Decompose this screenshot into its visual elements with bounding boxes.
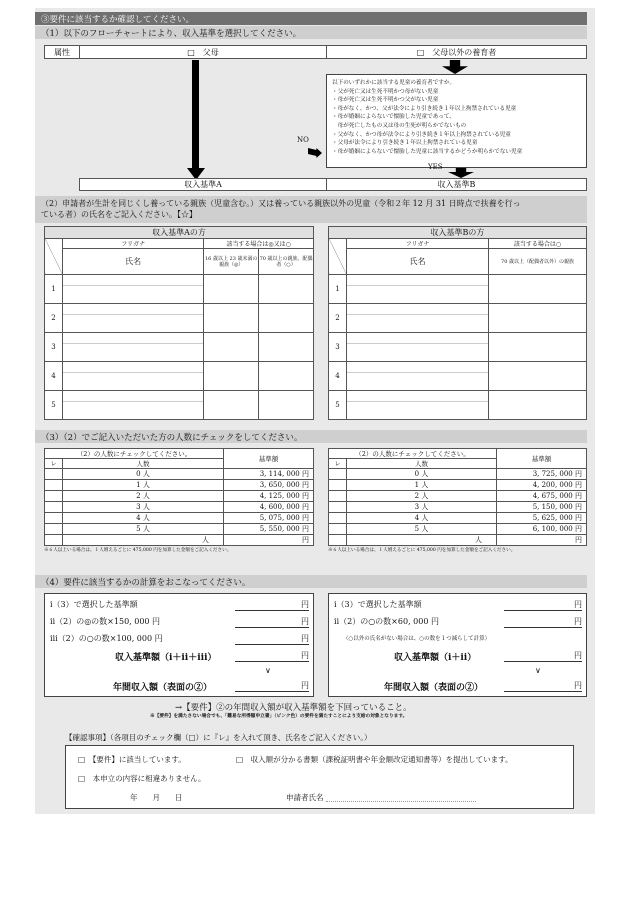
check-cell[interactable] <box>329 513 347 524</box>
calc-line: ⅱ（2）の◎の数×150, 000 円 <box>50 617 161 626</box>
criterion-a: 収入基準A <box>79 178 327 191</box>
check-cell[interactable] <box>489 362 587 391</box>
conditions-box <box>326 74 587 168</box>
confirm-box <box>65 745 574 809</box>
check-cell[interactable] <box>489 333 587 362</box>
comparison-sign: ∨ <box>535 666 541 675</box>
amount-input[interactable]: 円 <box>504 616 582 628</box>
people-cell: 1 人 <box>347 480 497 491</box>
check-cell[interactable] <box>259 275 314 304</box>
applicable-header: 該当する場合は○ <box>489 239 587 249</box>
check-cell[interactable] <box>45 535 63 546</box>
row-number: 3 <box>45 333 63 362</box>
check-cell[interactable] <box>204 304 259 333</box>
amount-cell: 4, 125, 000 円 <box>224 491 314 502</box>
check-cell[interactable] <box>45 469 63 480</box>
col-header: 70 歳以上（配偶者以外）の親族 <box>489 249 587 275</box>
q4-title: （4）要件に該当するかの計算をおこなってください。 <box>35 575 587 588</box>
diagonal-cell <box>329 239 347 275</box>
calc-line: ⅰ（3）で選択した基準額 <box>334 600 422 609</box>
name-header: 氏名 <box>347 249 489 275</box>
people-cell: 0 人 <box>63 469 224 480</box>
amount-input[interactable]: 円 <box>235 633 309 645</box>
amount-cell: 4, 200, 000 円 <box>497 480 587 491</box>
check-head: （2）の人数にチェックしてください。 <box>45 449 224 459</box>
name-input[interactable] <box>62 304 203 333</box>
option-others[interactable]: □ 父母以外の養育者 <box>326 45 587 59</box>
calc-line: ⅰ（3）で選択した基準額 <box>50 600 138 609</box>
check-cell[interactable] <box>329 524 347 535</box>
people-cell: 2 人 <box>63 491 224 502</box>
people-cell: 5 人 <box>347 524 497 535</box>
row-number: 2 <box>45 304 63 333</box>
attr-label: 属性 <box>44 45 80 59</box>
row-number: 1 <box>329 275 347 304</box>
amount-input[interactable]: 円 <box>504 680 582 692</box>
furigana-header: フリガナ <box>62 239 203 249</box>
condition-line: ・母が婚姻によらないで懐胎した児童に該当するかどうか明らかでない児童 <box>332 148 523 155</box>
arrow-left-icon <box>308 148 322 158</box>
confirm-item-2[interactable]: □ 収入額が分かる書類（課税証明書や年金額改定通知書等）を提出しています。 <box>236 755 513 764</box>
amount-input[interactable]: 円 <box>235 650 309 662</box>
row-number: 4 <box>329 362 347 391</box>
people-cell: 0 人 <box>347 469 497 480</box>
amount-input[interactable]: 円 <box>504 599 582 611</box>
check-cell[interactable] <box>259 391 314 420</box>
condition-line: ・父が死亡又は生死不明かつ母がない児童 <box>332 88 439 95</box>
calc-line: ⅱ（2）の○の数×60, 000 円 <box>334 617 439 626</box>
q2-title-line: （2）申請者が生計を同じくし養っている親族（児童含む。）又は養っている親族以外の児童（令和２年 12 月 31 日時点で扶養を行っ <box>41 199 521 208</box>
people-cell: 3 人 <box>63 502 224 513</box>
name-input[interactable] <box>62 333 203 362</box>
comparison-sign: ∨ <box>265 666 271 675</box>
date-field[interactable]: 年 月 日 <box>130 793 183 802</box>
amount-cell: 5, 075, 000 円 <box>224 513 314 524</box>
condition-line: ・父がなく、かつ母が法令により引き続き１年以上拘禁されている児童 <box>332 131 511 138</box>
calc-total-label: 収入基準額（ⅰ＋ⅱ） <box>394 653 477 663</box>
amount-input[interactable]: 円 <box>235 599 309 611</box>
amount-cell: 3, 650, 000 円 <box>224 480 314 491</box>
amount-cell: 3, 114, 000 円 <box>224 469 314 480</box>
check-cell[interactable] <box>45 491 63 502</box>
check-cell[interactable] <box>489 275 587 304</box>
check-cell[interactable] <box>489 304 587 333</box>
col-header: 70 歳以上の親族、配偶者（○） <box>259 249 314 275</box>
condition-line: ・母が死亡又は生死不明かつ父がない児童 <box>332 97 439 104</box>
check-cell[interactable] <box>259 362 314 391</box>
people-cell: 4 人 <box>347 513 497 524</box>
check-cell[interactable] <box>329 491 347 502</box>
arrow-shaft <box>192 60 199 170</box>
yes-label: YES <box>428 163 443 171</box>
option-parents[interactable]: □ 父母 <box>79 45 327 59</box>
q2-title-line: ている者）の氏名をご記入ください。【☆】 <box>41 210 197 219</box>
calc-box-a <box>44 593 314 697</box>
diagonal-cell <box>45 239 63 275</box>
signer-name-input[interactable] <box>326 801 476 802</box>
check-cell[interactable] <box>204 275 259 304</box>
names-table-b <box>328 226 587 420</box>
name-input[interactable] <box>62 391 203 420</box>
check-cell[interactable] <box>329 480 347 491</box>
confirm-title: 【確認事項】（各項目のチェック欄（□）に『レ』を入れて頂き、氏名をご記入ください。） <box>65 733 372 742</box>
people-cell: 3 人 <box>347 502 497 513</box>
calc-box-b <box>328 593 587 697</box>
annual-label: 年間収入額（表面の②） <box>384 683 484 693</box>
check-cell[interactable] <box>329 469 347 480</box>
criterion-b: 収入基準B <box>326 178 587 191</box>
table-caption: 収入基準Aの方 <box>45 227 314 239</box>
name-input[interactable] <box>347 304 489 333</box>
row-number: 1 <box>45 275 63 304</box>
name-input[interactable] <box>347 362 489 391</box>
check-col: レ <box>45 459 63 469</box>
people-cell: 2 人 <box>347 491 497 502</box>
name-header: 氏名 <box>62 249 203 275</box>
amount-cell: 3, 725, 000 円 <box>497 469 587 480</box>
row-number: 5 <box>45 391 63 420</box>
people-header: 人数 <box>63 459 224 469</box>
row-number: 3 <box>329 333 347 362</box>
q3-note: ※６人以上いる場合は、１人増えるごとに 475,000 円を加算した金額をご記入ください。 <box>328 548 516 553</box>
check-cell[interactable] <box>45 524 63 535</box>
amount-input[interactable]: 円 <box>235 616 309 628</box>
condition-line: ・母がなく、かつ、父が法令により引き続き１年以上拘禁されている児童 <box>332 105 517 112</box>
name-input[interactable] <box>347 391 489 420</box>
calc-note: （○以外の氏名がない場合は、○の数を１つ減らして計算） <box>343 636 491 642</box>
name-input[interactable] <box>62 362 203 391</box>
name-input[interactable] <box>347 275 489 304</box>
amount-cell: 4, 600, 000 円 <box>224 502 314 513</box>
people-cell: 5 人 <box>63 524 224 535</box>
check-cell[interactable] <box>45 513 63 524</box>
people-cell: 人 <box>347 535 497 546</box>
check-cell[interactable] <box>329 502 347 513</box>
check-cell[interactable] <box>45 502 63 513</box>
check-cell[interactable] <box>45 480 63 491</box>
amount-header: 基準額 <box>497 449 587 469</box>
names-table-a <box>44 226 314 420</box>
amount-table-b <box>328 448 587 553</box>
annual-label: 年間収入額（表面の②） <box>113 683 213 693</box>
people-cell: 人 <box>63 535 224 546</box>
q2-title <box>35 196 587 223</box>
amount-cell: 6, 100, 000 円 <box>497 524 587 535</box>
q3-note: ※６人以上いる場合は、１人増えるごとに 475,000 円を加算した金額をご記入ください。 <box>44 548 232 553</box>
col-header: 16 歳以上 23 歳未満の親族（◎） <box>204 249 259 275</box>
amount-input[interactable]: 円 <box>504 650 582 662</box>
row-number: 4 <box>45 362 63 391</box>
people-cell: 1 人 <box>63 480 224 491</box>
q1-title: （1）以下のフローチャートにより、収入基準を選択してください。 <box>35 26 587 39</box>
section-header: ③要件に該当するか確認してください。 <box>35 12 587 25</box>
check-cell[interactable] <box>204 391 259 420</box>
conclusion-note: ※【要件】を満たさない場合でも、「難易な所得額申立書」（ピンク色）の要件を満たすことにより支給の対象となります。 <box>150 714 408 719</box>
table-caption: 収入基準Bの方 <box>329 227 587 239</box>
name-input[interactable] <box>347 333 489 362</box>
check-cell[interactable] <box>259 333 314 362</box>
arrow-down-icon <box>448 168 474 178</box>
check-cell[interactable] <box>259 304 314 333</box>
amount-cell: 5, 625, 000 円 <box>497 513 587 524</box>
amount-cell: 円 <box>497 535 587 546</box>
amount-cell: 円 <box>224 535 314 546</box>
condition-line: 母が死亡したもの又は母の生死が明らかでないもの <box>332 122 467 129</box>
calc-line: ⅲ（2）の○の数×100, 000 円 <box>50 634 163 643</box>
check-head: （2）の人数にチェックしてください。 <box>329 449 497 459</box>
furigana-header: フリガナ <box>347 239 489 249</box>
people-cell: 4 人 <box>63 513 224 524</box>
calc-total-label: 収入基準額（ⅰ＋ⅱ＋ⅲ） <box>115 653 217 663</box>
amount-input[interactable]: 円 <box>235 680 309 692</box>
confirm-item-1[interactable]: □ 【要件】に該当しています。 <box>78 755 186 764</box>
amount-cell: 5, 150, 000 円 <box>497 502 587 513</box>
confirm-item-3[interactable]: □ 本申立の内容に相違ありません。 <box>78 774 206 783</box>
name-input[interactable] <box>62 275 203 304</box>
form-sheet <box>35 8 595 814</box>
condition-line: ・母が婚姻によらないで懐胎した児童であって、 <box>332 114 455 121</box>
condition-line: ・父母が法令により引き続き１年以上拘禁されている児童 <box>332 140 478 147</box>
amount-cell: 5, 550, 000 円 <box>224 524 314 535</box>
people-header: 人数 <box>347 459 497 469</box>
no-label: NO <box>297 136 309 144</box>
check-cell[interactable] <box>329 535 347 546</box>
check-cell[interactable] <box>204 362 259 391</box>
arrow-down-icon <box>442 60 468 74</box>
condition-line: 以下のいずれかに該当する児童の養育者ですか。 <box>332 80 456 86</box>
applicable-header: 該当する場合は◎又は○ <box>204 239 314 249</box>
row-number: 5 <box>329 391 347 420</box>
check-cell[interactable] <box>204 333 259 362</box>
q3-title: （3）（2）でご記入いただいた方の人数にチェックをしてください。 <box>35 430 587 443</box>
conclusion: →【要件】②の年間収入額が収入基準額を下回っていること。 <box>175 703 412 713</box>
signer-label: 申請者氏名 <box>286 793 324 802</box>
amount-table-a <box>44 448 334 553</box>
row-number: 2 <box>329 304 347 333</box>
check-cell[interactable] <box>489 391 587 420</box>
amount-header: 基準額 <box>224 449 314 469</box>
amount-cell: 4, 675, 000 円 <box>497 491 587 502</box>
check-col: レ <box>329 459 347 469</box>
